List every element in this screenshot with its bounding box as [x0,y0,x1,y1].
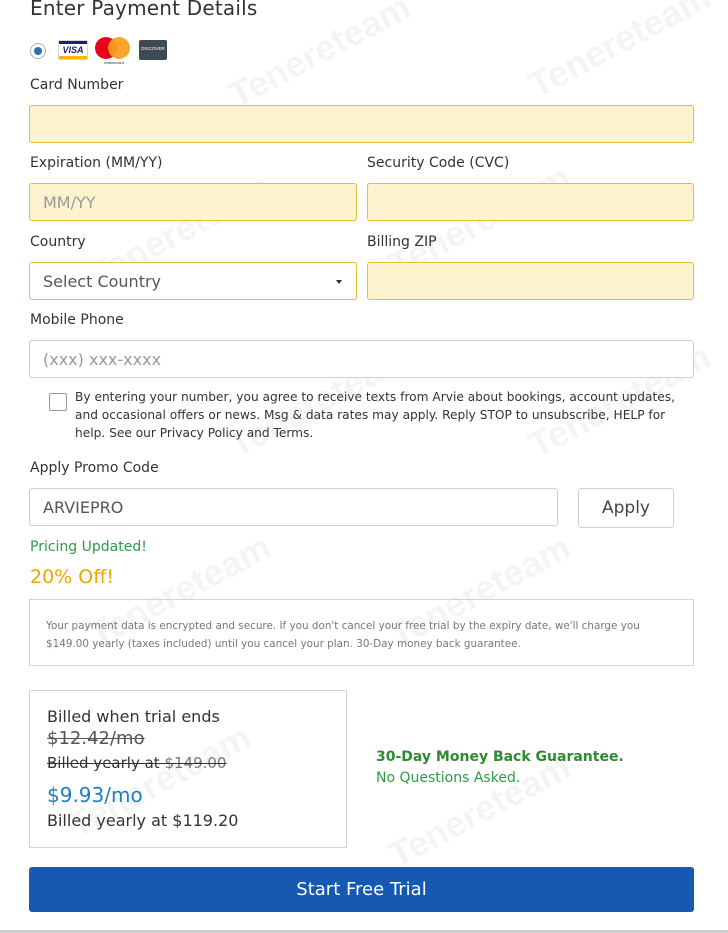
mastercard-label: mastercard [103,60,124,65]
country-label: Country [30,234,86,250]
billing-zip-input[interactable] [367,262,694,300]
card-number-label: Card Number [30,77,124,93]
mastercard-icon [95,35,133,67]
billing-zip-label: Billing ZIP [367,234,437,250]
sms-consent-checkbox[interactable] [49,393,67,411]
country-selected-value: Select Country [43,272,162,291]
mobile-phone-placeholder: (xxx) xxx-xxxx [43,350,162,369]
guarantee-title: 30-Day Money Back Guarantee. [376,749,624,765]
expiration-placeholder: MM/YY [43,193,96,212]
payment-method-radio[interactable] [30,43,46,59]
old-yearly-price: Billed yearly at $149.00 [47,754,227,772]
new-yearly-price: Billed yearly at $119.20 [47,811,239,830]
apply-promo-button[interactable]: Apply [578,488,674,528]
watermark [382,746,578,877]
watermark [522,0,718,106]
discover-icon [139,40,167,60]
old-monthly-price: $12.42/mo [47,728,145,749]
mobile-phone-input[interactable] [29,340,694,378]
terms-link[interactable]: Terms [273,426,310,440]
billing-summary [29,690,347,848]
guarantee-subtitle: No Questions Asked. [376,770,521,786]
privacy-policy-link[interactable]: Privacy Policy [159,426,243,440]
consent-body: By entering your number, you agree to receive texts from Arvie about bookings, account updates, and occasional offers or news. Msg & data rates may apply. Reply STOP to unsubscribe, HELP for help. See our [75,390,675,440]
security-code-label: Security Code (CVC) [367,155,510,171]
security-notice [29,599,694,666]
visa-label: VISA [62,45,84,55]
new-monthly-price: $9.93/mo [47,783,143,807]
expiration-label: Expiration (MM/YY) [30,155,163,171]
page-title: Enter Payment Details [30,0,258,20]
security-notice-text: Your payment data is encrypted and secure. If you don't cancel your free trial by the expiry date, we'll charge you $149.00 yearly (taxes included) until you cancel your plan. 30-Day money back guarantee. [46,620,640,650]
discount-badge: 20% Off! [30,566,114,588]
pricing-status: Pricing Updated! [30,539,147,555]
chevron-down-icon [336,280,342,284]
promo-code-value: ARVIEPRO [43,498,124,517]
start-free-trial-button[interactable]: Start Free Trial [29,867,694,912]
discover-label: DISCOVER [141,46,165,51]
country-select[interactable] [29,262,357,300]
promo-code-input[interactable] [29,488,558,526]
sms-consent-text: By entering your number, you agree to receive texts from Arvie about bookings, account updates, and occasional offers or news. Msg & data rates may apply. Reply STOP to unsubscribe, HELP for help. See our Privacy Policy and Terms. [75,390,675,440]
security-code-input[interactable] [367,183,694,221]
visa-icon [58,40,88,60]
card-number-input[interactable] [29,105,694,143]
billing-heading: Billed when trial ends [47,707,220,726]
promo-code-label: Apply Promo Code [30,460,159,476]
mobile-phone-label: Mobile Phone [30,312,124,328]
expiration-input[interactable] [29,183,357,221]
